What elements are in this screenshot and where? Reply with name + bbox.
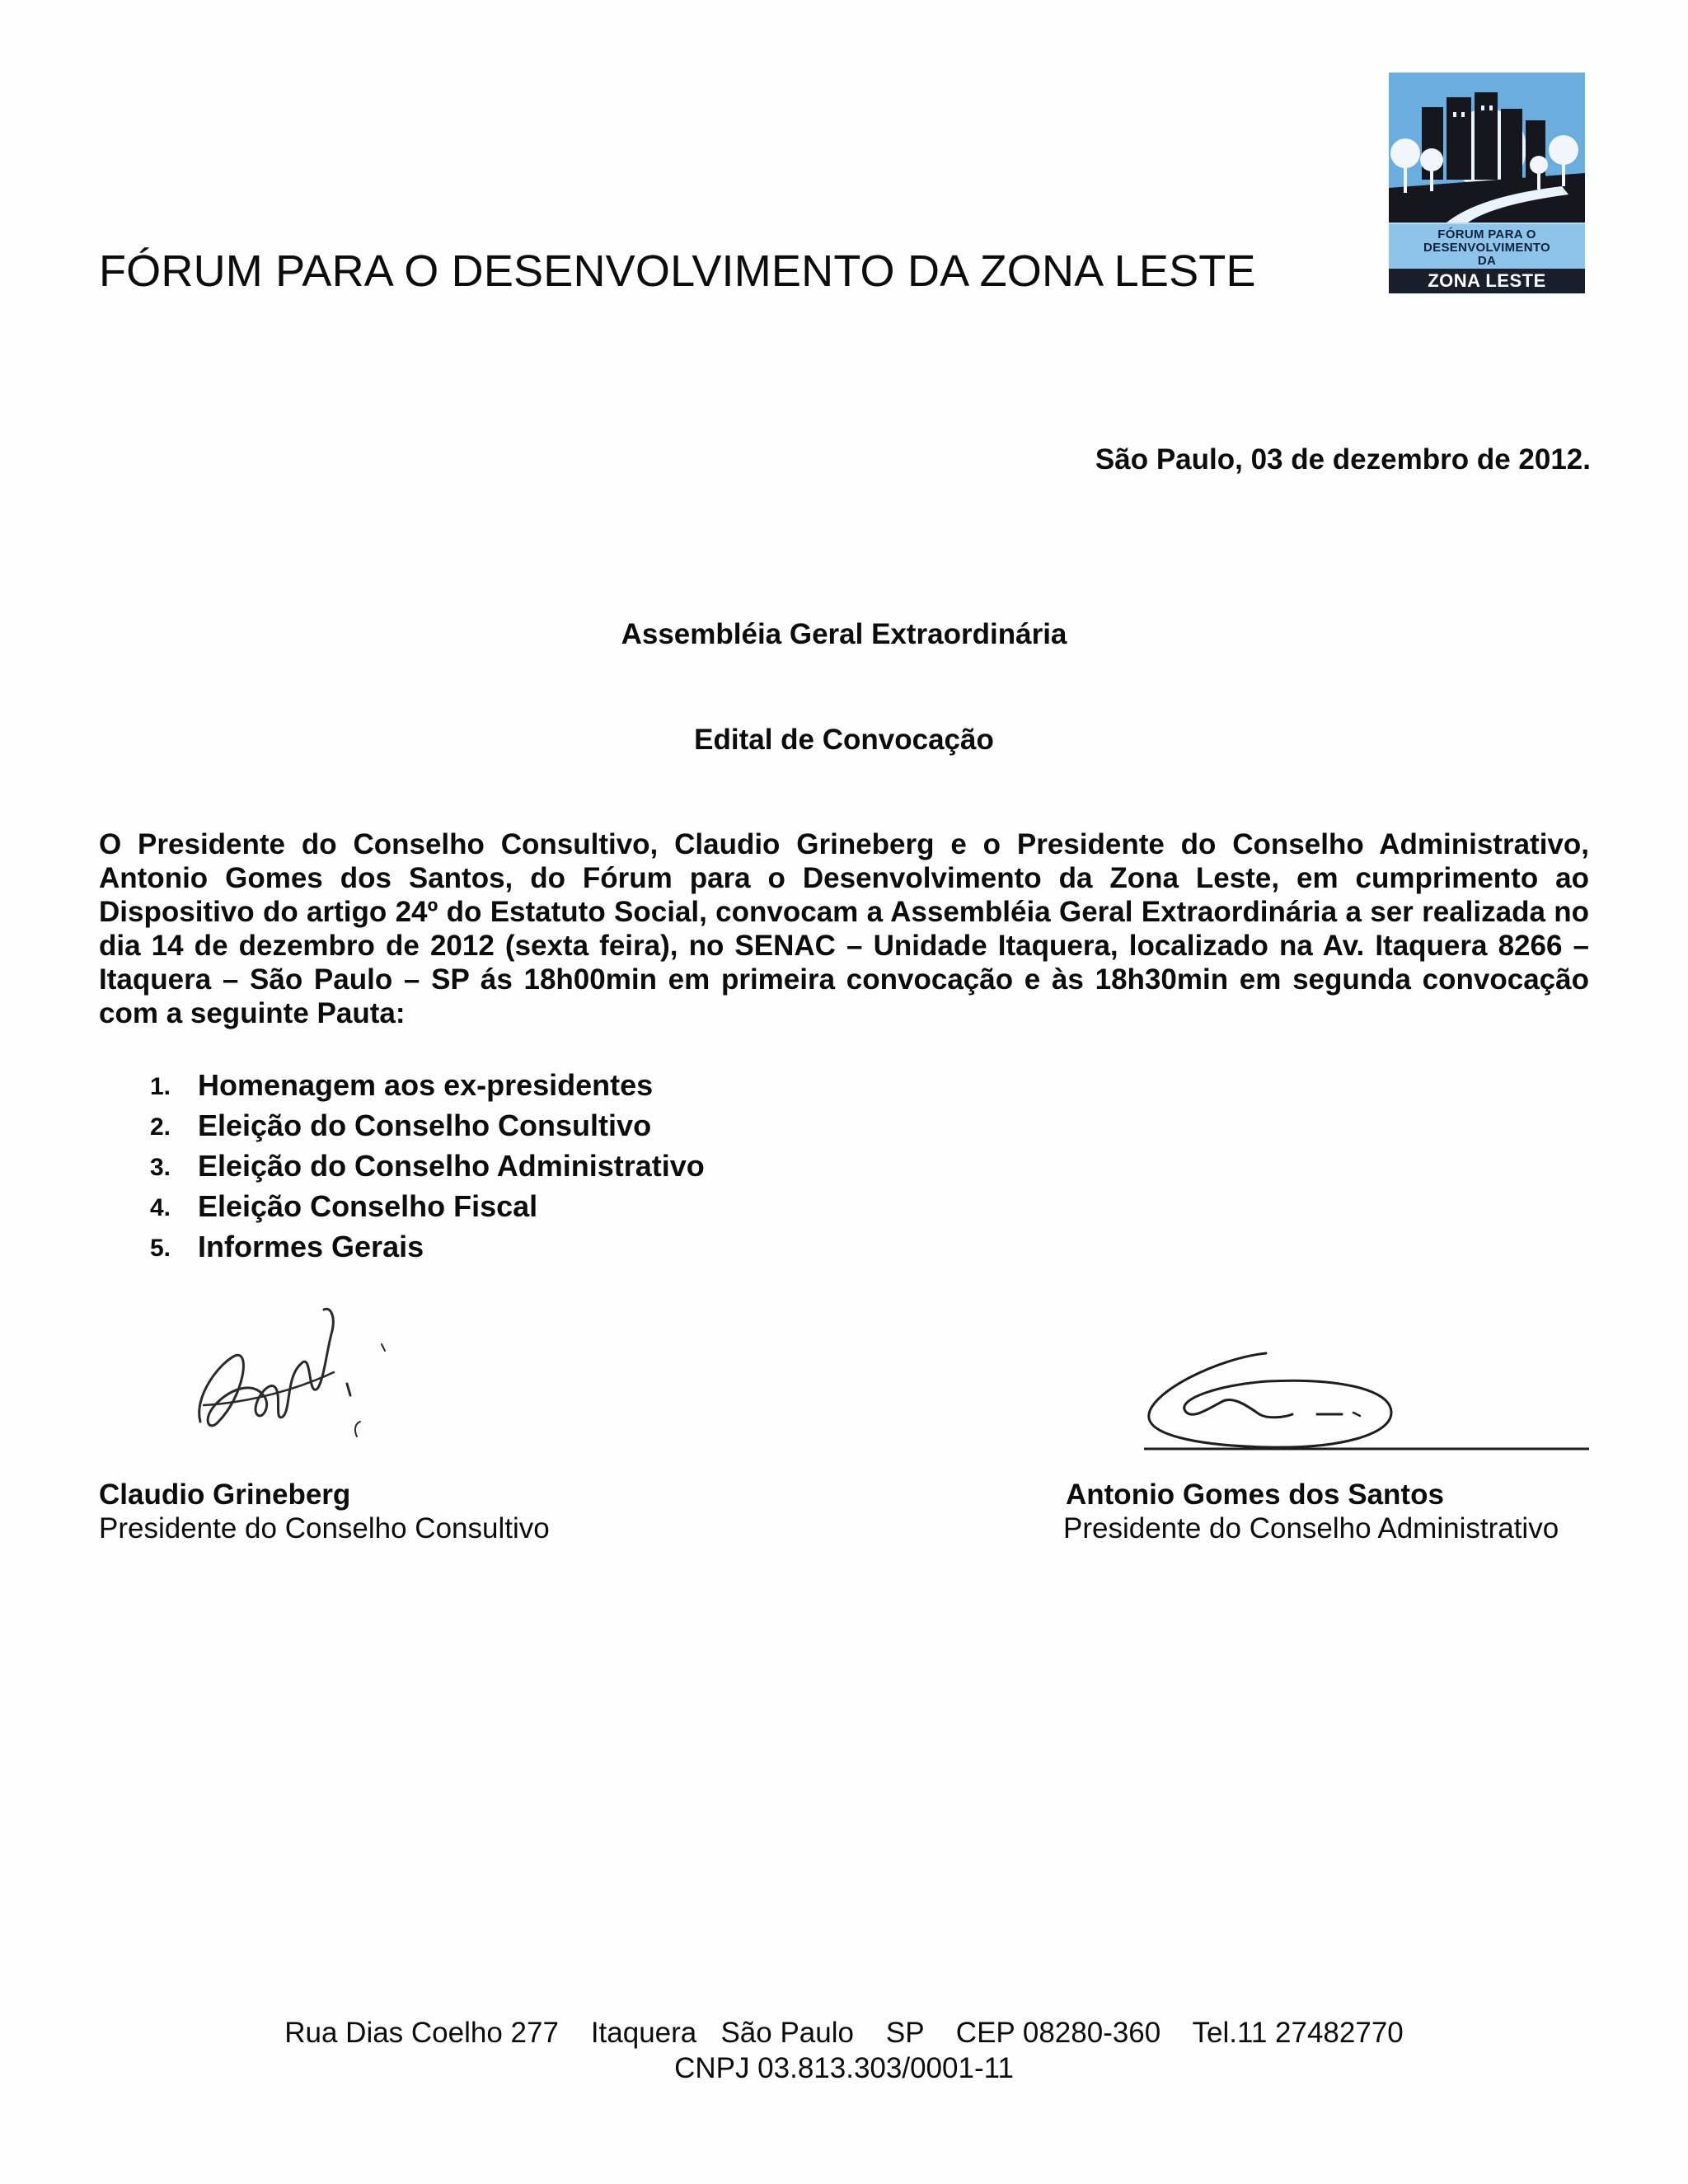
agenda-item-number: 1.	[150, 1073, 171, 1100]
agenda-item-text: Eleição Conselho Fiscal	[198, 1189, 538, 1223]
signatory-left-role: Presidente do Conselho Consultivo	[99, 1512, 550, 1544]
notice-title: Edital de Convocação	[694, 724, 994, 756]
agenda-item-number: 4.	[150, 1194, 171, 1221]
organization-logo	[1389, 73, 1585, 293]
agenda-item-number: 3.	[150, 1154, 171, 1181]
logo-text-line3: DA	[1477, 254, 1497, 268]
organization-title: FÓRUM PARA O DESENVOLVIMENTO DA ZONA LESTE	[99, 246, 1256, 296]
agenda-item	[140, 1149, 1129, 1189]
agenda-item-number: 5.	[150, 1235, 171, 1262]
agenda-item-text: Informes Gerais	[198, 1230, 424, 1263]
signature-antonio-gomes-dos-santos	[1144, 1342, 1589, 1465]
logo-text-line1: FÓRUM PARA O	[1437, 227, 1536, 241]
convocation-paragraph: O Presidente do Conselho Consultivo, Claudio Grineberg e o Presidente do Conselho Administrativo, Antonio Gomes dos Santos, do Fórum para o Desenvolvimento da Zona Leste, em cumprimento ao Dispositivo do artigo 24º do Estatuto Social, convocam a Assembléia Geral Extraordinária a ser realizada no dia 14 de dezembro de 2012 (sexta feira), no SENAC – Unidade Itaquera, localizado na Av. Itaquera 8266 – Itaquera – São Paulo – SP ás 18h00min em primeira convocação e às 18h30min em segunda convocação com a seguinte Pauta:	[99, 828, 1589, 1029]
agenda-item	[140, 1068, 1129, 1108]
agenda-list	[140, 1068, 1129, 1270]
signatory-right-name: Antonio Gomes dos Santos	[1066, 1479, 1444, 1511]
footer-cnpj: CNPJ 03.813.303/0001-11	[674, 2052, 1014, 2084]
signatory-right-role: Presidente do Conselho Administrativo	[1063, 1512, 1559, 1544]
agenda-item-text: Eleição do Conselho Administrativo	[198, 1149, 705, 1183]
signatory-left-name: Claudio Grineberg	[99, 1479, 351, 1511]
agenda-item-text: Eleição do Conselho Consultivo	[198, 1108, 652, 1142]
assembly-title: Assembléia Geral Extraordinária	[621, 618, 1067, 650]
agenda-item-number: 2.	[150, 1113, 171, 1141]
logo-band-text: ZONA LESTE	[1389, 269, 1585, 293]
logo-text-line2: DESENVOLVIMENTO	[1423, 241, 1550, 255]
agenda-item	[140, 1189, 1129, 1230]
letter-date: São Paulo, 03 de dezembro de 2012.	[1095, 443, 1591, 476]
agenda-item-text: Homenagem aos ex-presidentes	[198, 1068, 654, 1102]
signature-claudio-grineberg	[185, 1298, 400, 1463]
agenda-item	[140, 1230, 1129, 1270]
footer-address: Rua Dias Coelho 277 Itaquera São Paulo SP CEP 08280-360 Tel.11 27482770	[284, 2017, 1404, 2049]
agenda-item	[140, 1108, 1129, 1149]
